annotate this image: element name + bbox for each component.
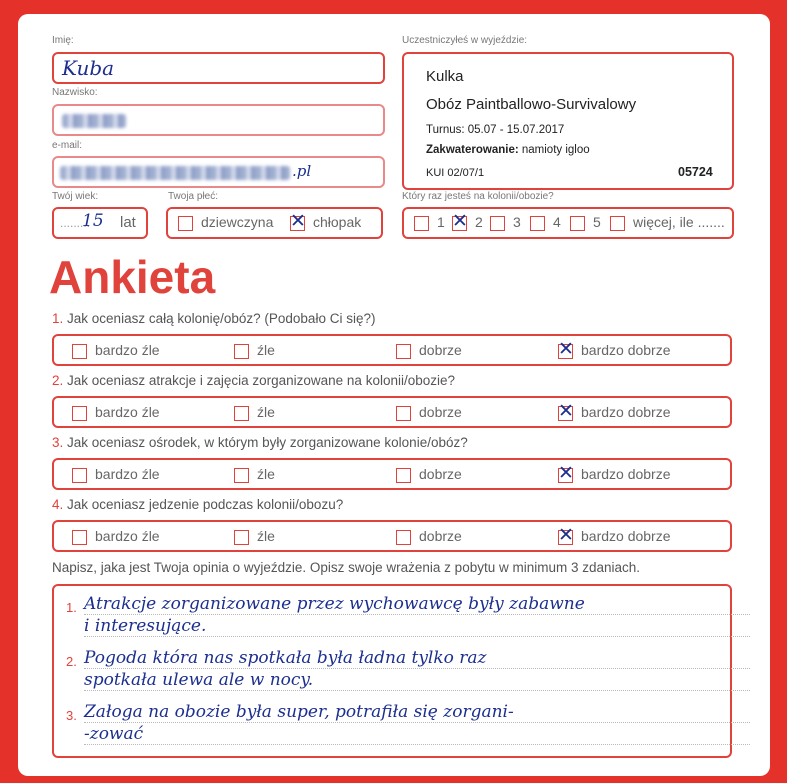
opinion-line-1: Atrakcje zorganizowane przez wychowawcę były zabawne [84, 594, 585, 614]
age-unit: lat [120, 214, 136, 231]
answers-4 [52, 520, 732, 552]
surname-label: Nazwisko: [52, 87, 98, 98]
opinion-prompt: Napisz, jaka jest Twoja opinia o wyjeździe. Opisz swoje wrażenia z pobytu w minimum 3 zdaniach. [52, 560, 641, 575]
question-2: 2. Jak oceniasz atrakcje i zajęcia zorganizowane na kolonii/obozie? [52, 373, 456, 388]
age-field[interactable]: ......... 15 lat [52, 207, 148, 239]
q1-checkbox-very-bad[interactable] [72, 344, 87, 359]
q1-checkbox-very-good-checked[interactable] [558, 344, 573, 359]
answers-3 [52, 458, 732, 490]
gender-option-girl[interactable]: dziewczyna [178, 214, 273, 231]
times-option-3[interactable]: 3 [490, 214, 521, 231]
q4-checkbox-very-bad[interactable] [72, 530, 87, 545]
q2-checkbox-bad[interactable] [234, 406, 249, 421]
line-number-1: 1. [66, 600, 77, 615]
name-label: Imię: [52, 35, 74, 46]
checkbox-times-3[interactable] [490, 216, 505, 231]
line-number-3: 3. [66, 708, 77, 723]
camp-code: KUI 02/07/1 [426, 167, 485, 179]
q3-option-good[interactable]: dobrze [396, 466, 462, 483]
times-field [402, 207, 734, 239]
checkbox-times-more[interactable] [610, 216, 625, 231]
camp-name: Kulka [426, 68, 464, 85]
line-number-2: 2. [66, 654, 77, 669]
opinion-line-4: spotkała ulewa ale w nocy. [84, 670, 314, 690]
q1-checkbox-bad[interactable] [234, 344, 249, 359]
q3-option-very-good[interactable]: ✕ bardzo dobrze [558, 466, 671, 483]
q1-option-good[interactable]: dobrze [396, 342, 462, 359]
checkbox-times-2-checked[interactable] [452, 216, 467, 231]
checkbox-times-5[interactable] [570, 216, 585, 231]
opinion-line-6: -zować [84, 724, 144, 744]
q4-option-very-bad[interactable]: bardzo źle [72, 528, 160, 545]
survey-sheet [18, 14, 770, 776]
q4-checkbox-good[interactable] [396, 530, 411, 545]
question-4: 4. Jak oceniasz jedzenie podczas kolonii/obozu? [52, 497, 344, 512]
turnus-line: Turnus: 05.07 - 15.07.2017 [426, 124, 565, 136]
survey-title: Ankieta [49, 251, 216, 303]
name-field[interactable] [52, 52, 385, 84]
q2-checkbox-good[interactable] [396, 406, 411, 421]
answers-1 [52, 334, 732, 366]
email-label: e-mail: [52, 140, 83, 151]
email-suffix: .pl [292, 162, 312, 180]
checkbox-times-1[interactable] [414, 216, 429, 231]
participant-label: Uczestniczyłeś w wyjeździe: [402, 35, 528, 46]
answers-2 [52, 396, 732, 428]
gender-option-boy[interactable]: ✕ chłopak [290, 214, 361, 231]
question-3: 3. Jak oceniasz ośrodek, w którym były zorganizowane kolonie/obóz? [52, 435, 468, 450]
q2-option-bad[interactable]: źle [234, 404, 275, 421]
question-1: 1. Jak oceniasz całą kolonię/obóz? (Podobało Ci się?) [52, 311, 376, 326]
checkbox-times-4[interactable] [530, 216, 545, 231]
q1-checkbox-good[interactable] [396, 344, 411, 359]
times-option-more[interactable]: więcej, ile ....... [610, 214, 725, 231]
q3-checkbox-very-good-checked[interactable] [558, 468, 573, 483]
checkbox-boy-checked[interactable] [290, 216, 305, 231]
opinion-box[interactable] [52, 584, 732, 758]
checkbox-girl[interactable] [178, 216, 193, 231]
times-option-1[interactable]: 1 [414, 214, 445, 231]
q3-checkbox-very-bad[interactable] [72, 468, 87, 483]
q3-checkbox-bad[interactable] [234, 468, 249, 483]
q4-checkbox-bad[interactable] [234, 530, 249, 545]
accommodation-line: Zakwaterowanie: namioty igloo [426, 144, 590, 156]
name-value: Kuba [62, 56, 115, 80]
q2-checkbox-very-bad[interactable] [72, 406, 87, 421]
q2-option-good[interactable]: dobrze [396, 404, 462, 421]
age-value: 15 [82, 211, 104, 231]
times-label: Który raz jesteś na kolonii/obozie? [402, 191, 554, 202]
camp-number: 05724 [678, 165, 713, 179]
times-option-2[interactable]: ✕ 2 [452, 214, 483, 231]
camp-title: Obóz Paintballowo-Survivalowy [426, 96, 637, 113]
q1-option-bad[interactable]: źle [234, 342, 275, 359]
q1-option-very-good[interactable]: ✕ bardzo dobrze [558, 342, 671, 359]
q2-option-very-good[interactable]: ✕ bardzo dobrze [558, 404, 671, 421]
q4-option-very-good[interactable]: ✕ bardzo dobrze [558, 528, 671, 545]
q3-option-bad[interactable]: źle [234, 466, 275, 483]
q4-option-bad[interactable]: źle [234, 528, 275, 545]
q1-option-very-bad[interactable]: bardzo źle [72, 342, 160, 359]
q4-option-good[interactable]: dobrze [396, 528, 462, 545]
surname-redacted [62, 114, 126, 128]
age-label: Twój wiek: [52, 191, 99, 202]
camp-info-box [402, 52, 734, 190]
email-redacted [60, 166, 290, 180]
times-option-4[interactable]: 4 [530, 214, 561, 231]
gender-label: Twoja płeć: [168, 191, 219, 202]
opinion-line-3: Pogoda która nas spotkała była ładna tylko raz [84, 648, 487, 668]
q4-checkbox-very-good-checked[interactable] [558, 530, 573, 545]
email-field[interactable] [52, 156, 385, 188]
q3-checkbox-good[interactable] [396, 468, 411, 483]
opinion-line-5: Załoga na obozie była super, potrafiła się zorgani- [84, 702, 514, 722]
surname-field[interactable] [52, 104, 385, 136]
opinion-line-2: i interesujące. [84, 616, 207, 636]
q3-option-very-bad[interactable]: bardzo źle [72, 466, 160, 483]
times-option-5[interactable]: 5 [570, 214, 601, 231]
q2-checkbox-very-good-checked[interactable] [558, 406, 573, 421]
gender-field [166, 207, 383, 239]
q2-option-very-bad[interactable]: bardzo źle [72, 404, 160, 421]
